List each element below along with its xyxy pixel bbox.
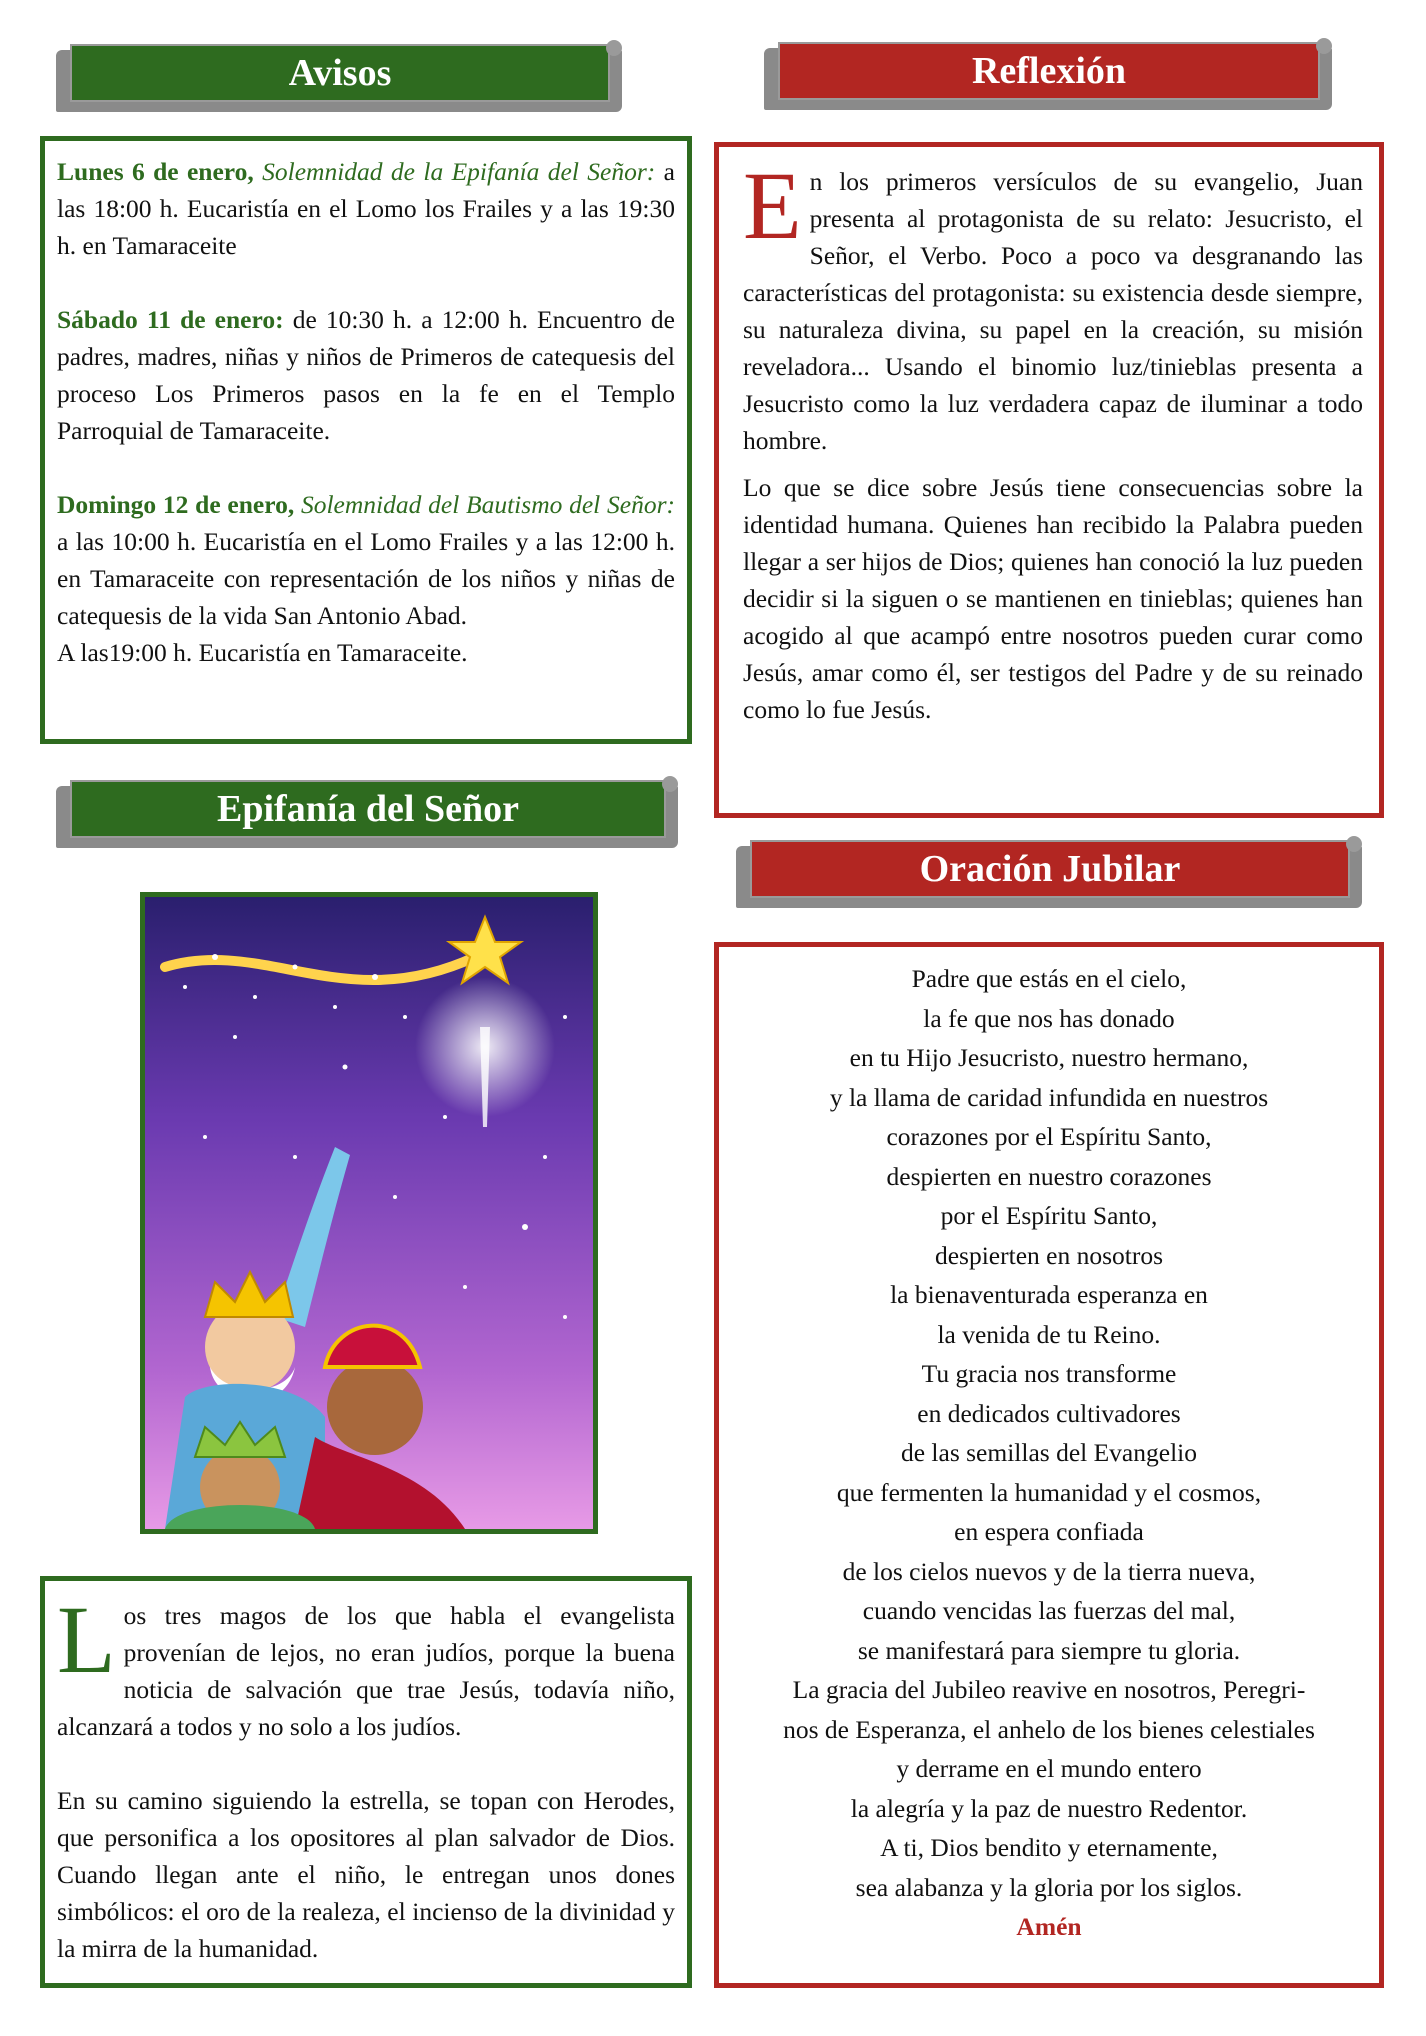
magi-illustration	[140, 892, 598, 1534]
oracion-box	[714, 942, 1384, 1988]
avisos-title: Avisos	[288, 52, 392, 94]
prayer-line: despierten en nosotros	[934, 1240, 1164, 1270]
reflexion-paragraph: Lo que se dice sobre Jesús tiene consecuencias sobre la identidad humana. Quienes han recibido la Palabra pueden llegar a ser hijos de Dios; quienes han conoció la luz pueden decidir si la siguen o se mantienen en tinieblas; quienes han acogido al que acampó entre nosotros pueden curar como Jesús, amar como él, ser testigos del Padre y de su reinado como lo fue Jesús.	[743, 473, 1363, 724]
prayer-line: sea alabanza y la gloria por los siglos.	[855, 1872, 1243, 1902]
drop-cap: L	[57, 1586, 116, 1693]
prayer-lines	[727, 959, 1371, 1907]
prayer-line: y la llama de caridad infundida en nuestros	[829, 1082, 1269, 1112]
prayer-line: despierten en nuestro corazones	[886, 1161, 1212, 1191]
epifania-paragraph: Los tres magos de los que habla el evangelista provenían de lejos, no eran judíos, porque la buena noticia de salvación que trae Jesús, todavía niño, alcanzará a todos y no solo a los judíos.	[57, 1586, 675, 1741]
prayer-line: corazones por el Espíritu Santo,	[886, 1122, 1212, 1151]
avisos-banner	[56, 44, 622, 112]
reflexion-banner	[764, 42, 1332, 110]
amen-text: Amén	[1016, 1912, 1082, 1941]
prayer-line: Padre que estás en el cielo,	[911, 964, 1187, 993]
prayer-line: cuando vencidas las fuerzas del mal,	[862, 1596, 1236, 1625]
drop-cap: E	[743, 152, 802, 259]
aviso-item: Lunes 6 de enero, Solemnidad de la Epifanía del Señor: a las 18:00 h. Eucaristía en el Lomo los Frailes y a las 19:30 h. en Tamaraceite	[57, 157, 675, 260]
prayer-line: Tu gracia nos transforme	[921, 1359, 1177, 1388]
reflexion-title: Reflexión	[971, 50, 1127, 92]
aviso-item: Domingo 12 de enero, Solemnidad del Bautismo del Señor: a las 10:00 h. Eucaristía en el Lomo Frailes y a las 12:00 h. en Tamaraceite con representación de los niños y niñas de catequesis de la vida San Antonio Abad.	[57, 490, 675, 630]
epifania-title: Epifanía del Señor	[217, 788, 519, 830]
oracion-banner	[736, 840, 1362, 908]
prayer-line: la fe que nos has donado	[923, 1003, 1175, 1033]
prayer-line: la alegría y la paz de nuestro Redentor.	[850, 1793, 1248, 1823]
prayer-line: nos de Esperanza, el anhelo de los bienes celestiales	[783, 1714, 1315, 1744]
prayer-line: La gracia del Jubileo reavive en nosotros, Peregri-	[792, 1675, 1306, 1704]
reflexion-box	[714, 142, 1384, 818]
prayer-line: la bienaventurada esperanza en	[890, 1280, 1208, 1309]
prayer-line: en dedicados cultivadores	[917, 1398, 1181, 1428]
prayer-line: por el Espíritu Santo,	[940, 1201, 1158, 1230]
prayer-line: y derrame en el mundo entero	[896, 1754, 1202, 1783]
epifania-banner	[56, 780, 678, 848]
prayer-line: en tu Hijo Jesucristo, nuestro hermano,	[849, 1043, 1249, 1072]
oracion-title: Oración Jubilar	[919, 848, 1181, 890]
prayer-line: de los cielos nuevos y de la tierra nueva,	[842, 1556, 1256, 1586]
prayer-line: A ti, Dios bendito y eternamente,	[880, 1833, 1218, 1862]
avisos-box	[40, 136, 692, 744]
epifania-box	[40, 1576, 692, 1988]
epifania-paragraph: En su camino siguiendo la estrella, se topan con Herodes, que personifica a los opositores al plan salvador de Dios. Cuando llegan ante el niño, le entregan unos dones simbólicos: el oro de la realeza, el incienso de la divinidad y la mirra de la humanidad.	[57, 1786, 675, 1963]
prayer-line: la venida de tu Reino.	[937, 1319, 1161, 1349]
reflexion-paragraph: En los primeros versículos de su evangelio, Juan presenta al protagonista de su relato: Jesucristo, el Señor, el Verbo. Poco a poco va desgranando las características del protagonista: su existencia desde siempre, su naturaleza divina, su papel en la creación, su misión reveladora... Usando el binomio luz/tinieblas presenta a Jesucristo como la luz verdadera capaz de iluminar a todo hombre.	[743, 152, 1363, 455]
prayer-line: de las semillas del Evangelio	[900, 1438, 1197, 1467]
prayer-line: se manifestará para siempre tu gloria.	[857, 1635, 1241, 1665]
prayer-line: que fermenten la humanidad y el cosmos,	[836, 1477, 1262, 1507]
aviso-item: Sábado 11 de enero: de 10:30 h. a 12:00 h. Encuentro de padres, madres, niñas y niños de Primeros de catequesis del proceso Los Primeros pasos en la fe en el Templo Parroquial de Tamaraceite.	[57, 305, 675, 445]
prayer-line: en espera confiada	[954, 1517, 1144, 1546]
aviso-item: A las19:00 h. Eucaristía en Tamaraceite.	[57, 638, 468, 667]
